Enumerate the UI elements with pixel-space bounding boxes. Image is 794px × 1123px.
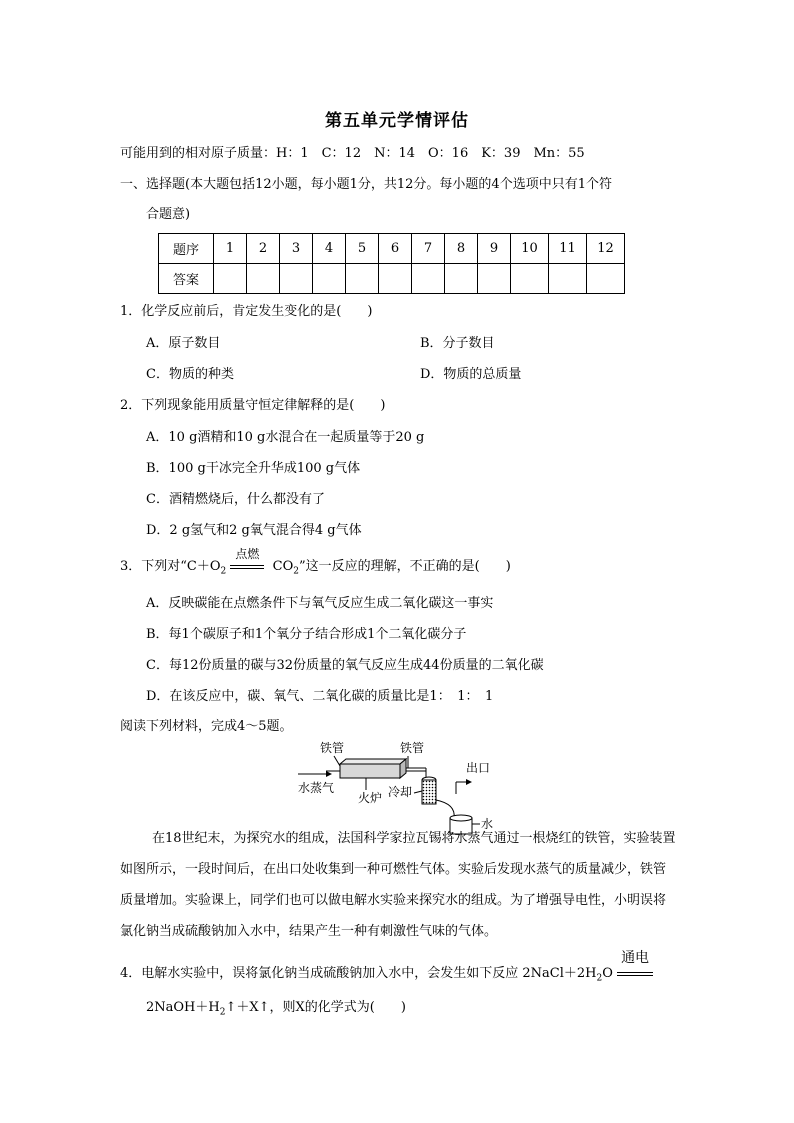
answer-cell[interactable] (214, 264, 247, 294)
question-1-option-b: B．分子数目 (420, 336, 495, 351)
question-3-option-a: A．反映碳能在点燃条件下与氧气反应生成二氧化碳这一事实 (146, 596, 494, 611)
question-2-option-b: B．100 g干冰完全升华成100 g气体 (146, 461, 361, 476)
question-number: 10 (511, 234, 549, 264)
question-3-stem: 3．下列对“$C+O_2$ 点燃 $CO_2$”这一反应的理解，不正确的是( ) (120, 547, 511, 577)
outlet-pipe (436, 800, 454, 818)
question-2-option-d: D．2 g氢气和2 g氧气混合得4 g气体 (146, 523, 362, 538)
question-4-stem-line2: $2NaOH+H_2↑+X↑$，则X的化学式为( ) (146, 1000, 406, 1018)
label-outlet: 出口 (466, 761, 491, 775)
answer-table-answer-row (159, 264, 625, 294)
reading-passage: 在18世纪末，为探究水的组成，法国科学家拉瓦锡将水蒸气通过一根烧红的铁管，实验装置如图所示，一段时间后，在出口处收集到一种可燃性气体。实验后发现水蒸气的质量减少，铁管质量增加。实验课上，同学们也可以做电解水实验来探究水的组成。为了增强导电性，小明误将氯化钠当成硫酸钠加入水中，结果产生一种有刺激性气味的气体。 (120, 831, 676, 939)
cooler (422, 780, 436, 804)
question-2-option-c: C．酒精燃烧后，什么都没有了 (146, 492, 325, 507)
answer-cell[interactable] (313, 264, 346, 294)
furnace-top (340, 759, 406, 764)
question-number: 8 (445, 234, 478, 264)
question-1-option-c: C．物质的种类 (146, 367, 234, 382)
answer-cell[interactable] (511, 264, 549, 294)
section-heading-line1: 一、选择题(本大题包括12小题，每小题1分，共12分。每小题的4个选项中只有1个符 (120, 177, 612, 192)
question-number: 6 (379, 234, 412, 264)
question-number: 9 (478, 234, 511, 264)
question-2-stem: 2．下列现象能用质量守恒定律解释的是( ) (120, 398, 386, 413)
reaction-condition: 通电 (617, 964, 653, 984)
question-1-stem: 1．化学反应前后，肯定发生变化的是( ) (120, 304, 373, 319)
question-3-option-c: C．每12份质量的碳与32份质量的氧气反应生成44份质量的二氧化碳 (146, 658, 544, 673)
label-steam: 水蒸气 (298, 781, 335, 795)
answer-cell[interactable] (587, 264, 625, 294)
page-title: 第五单元学情评估 (325, 111, 469, 131)
reaction-arrow (617, 972, 653, 976)
answer-cell[interactable] (280, 264, 313, 294)
question-number: 11 (549, 234, 587, 264)
question-number: 4 (313, 234, 346, 264)
answer-cell[interactable] (549, 264, 587, 294)
section-heading-line2: 合题意) (146, 207, 191, 222)
reaction-condition: 点燃 (230, 557, 264, 577)
arrow-head (326, 771, 332, 777)
furnace (340, 764, 400, 778)
label-cooling: 冷却 (388, 785, 413, 799)
question-number: 5 (346, 234, 379, 264)
label-water: 水 (481, 817, 494, 831)
reading-instruction: 阅读下列材料，完成4～5题。 (120, 719, 293, 734)
label-iron-tube-right: 铁管 (400, 741, 425, 755)
answer-cell[interactable] (478, 264, 511, 294)
answer-cell[interactable] (379, 264, 412, 294)
question-3-option-d: D．在该反应中，碳、氧气、二氧化碳的质量比是1： 1： 1 (146, 689, 494, 704)
answer-table (158, 233, 625, 294)
question-number: 7 (412, 234, 445, 264)
arrow-head (466, 779, 472, 785)
answer-cell[interactable] (346, 264, 379, 294)
row-label-answer: 答案 (159, 264, 214, 294)
reaction-arrow (230, 565, 264, 569)
answer-table-header-row (159, 234, 625, 264)
question-1-option-d: D．物质的总质量 (420, 367, 522, 382)
label-iron-tube-left: 铁管 (320, 741, 345, 755)
question-1-option-a: A．原子数目 (146, 336, 221, 351)
question-4-stem: 4．电解水实验中，误将氯化钠当成硫酸钠加入水中，会发生如下反应 $2NaCl+2H_2O$ 通电 (120, 964, 653, 989)
pointer-line (414, 791, 422, 793)
answer-cell[interactable] (412, 264, 445, 294)
answer-cell[interactable] (445, 264, 478, 294)
atomic-mass-note: 可能用到的相对原子质量：H：1 C：12 N：14 O：16 K：39 Mn：55 (120, 146, 585, 161)
row-label-question: 题序 (159, 234, 214, 264)
question-3-option-b: B．每1个碳原子和1个氧分子结合形成1个二氧化碳分子 (146, 627, 467, 642)
trough-rim (450, 815, 472, 821)
question-number: 12 (587, 234, 625, 264)
question-number: 3 (280, 234, 313, 264)
question-2-option-a: A．10 g酒精和10 g水混合在一起质量等于20 g (146, 430, 425, 445)
label-furnace: 火炉 (358, 791, 383, 805)
question-number: 1 (214, 234, 247, 264)
question-number: 2 (247, 234, 280, 264)
answer-cell[interactable] (247, 264, 280, 294)
